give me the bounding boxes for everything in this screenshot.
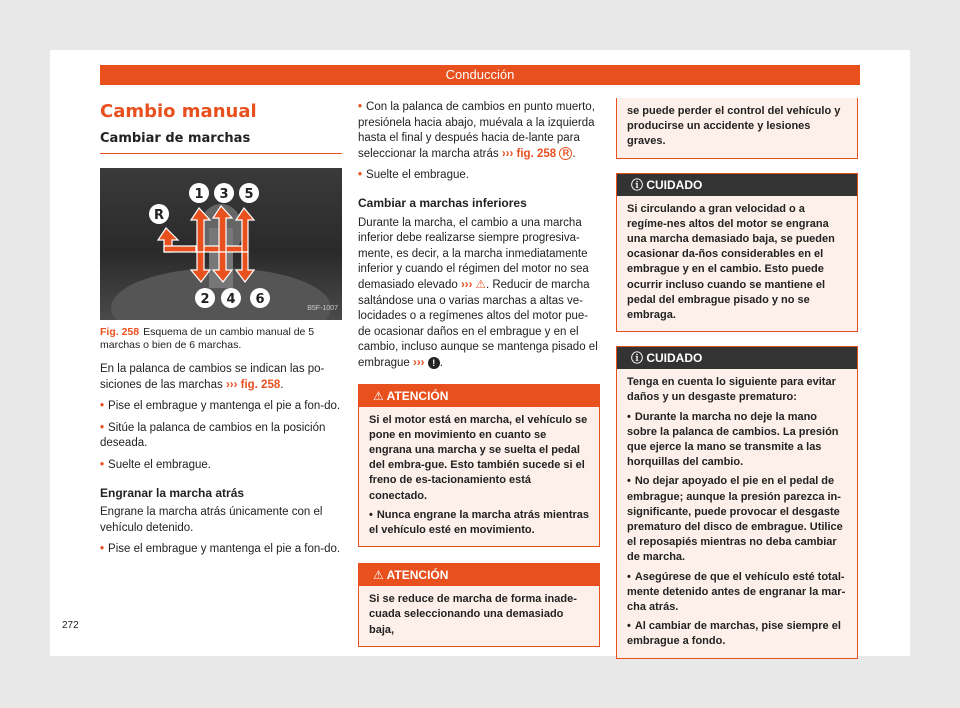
- warning-box: [358, 384, 600, 548]
- subheading-downshift: Cambiar a marchas inferiores: [358, 195, 527, 210]
- warning-body: Si el motor está en marcha, el vehículo se pone en movimiento en cuanto se engrana una marcha y se suelta el pedal del embra-gue. Esto también sucede si el freno de es-tacionamiento está conectado. • Nunca engrane la marcha atrás mientras el vehículo esté en movimiento.: [359, 407, 599, 547]
- intro-paragraph: En la palanca de cambios se indican las po-siciones de las marchas ››› fig. 258.: [100, 363, 325, 391]
- list-item: • Con la palanca de cambios en punto muerto, presiónela hacia abajo, muévala a la izquierda hasta el final y después hacia de-lante para seleccionar la marcha atrás ››› fig. 258 R .: [358, 100, 600, 162]
- downshift-paragraph: Durante la marcha, el cambio a una marcha inferior debe realizarse siempre progresiva-mente, es decir, a la marcha inmediatamente inferior y cuando el régimen del motor no sea demasiado elevado ››› ⚠. Reducir de marcha saltándose una o varias marchas a altas ve-locidades o a regímenes altos del motor pue-de ocasionar daños en el embrague y en el cambio, incluso aunque se mantenga pisado el embrague ››› ! .: [358, 216, 598, 369]
- warning-box-2: [358, 563, 600, 647]
- subheading-reverse: Engranar la marcha atrás: [100, 485, 245, 500]
- list-item: • Durante la marcha no deje la mano sobre la palanca de cambios. La presión que ejerce la mano se transmite a las horquillas del cambio.: [627, 410, 847, 471]
- gear-label-3: [214, 183, 234, 203]
- list-item: • Asegúrese de que el vehículo esté total-mente detenido antes de engranar la mar-cha atrás.: [627, 570, 847, 616]
- gear-label-5: [239, 183, 259, 203]
- section-header: Conducción: [100, 65, 860, 85]
- reverse-paragraph: Engrane la marcha atrás únicamente con el vehículo detenido.: [100, 506, 323, 534]
- warning-body: Si se reduce de marcha de forma inade-cuada seleccionando una demasiado baja,: [369, 593, 577, 636]
- warning-icon: ⚠: [373, 568, 387, 583]
- svg-text:3: 3: [219, 187, 229, 202]
- info-icon: ⓘ: [631, 177, 647, 192]
- warning-continuation: se puede perder el control del vehículo y producirse un accidente y lesiones graves.: [616, 98, 858, 159]
- figure-number: Fig. 258: [100, 326, 140, 338]
- gear-label-4: [221, 288, 241, 308]
- page-number: 272: [62, 620, 79, 631]
- gear-label-6: [250, 288, 270, 308]
- list-item: • Pise el embrague y mantenga el pie a fon-do.: [100, 399, 342, 415]
- caution-body: Tenga en cuenta lo siguiente para evitar daños y un desgaste prematuro: • Durante la marcha no deje la mano sobre la palanca de cambios. La presión que ejerce la mano se transmite a las horquillas del cambio. • No dejar apoyado el pie en el pedal de embrague; aunque la presión parezca in-significante, puede provocar el desgaste prematuro del disco de embrague. Utilice el reposapiés mientras no deba cambiar de marcha. • Asegúrese de que el vehículo esté total-mente detenido antes de engranar la mar-cha atrás. • Al cambiar de marchas, pise siempre el embrague a fondo.: [617, 369, 857, 657]
- gearshift-figure: [100, 168, 342, 320]
- list-item: • Suelte el embrague.: [100, 458, 342, 474]
- caution-body: Si circulando a gran velocidad o a regíme-nes altos del motor se engrana una marcha demasiado baja, se pueden ocasionar da-ños considerables en el embrague y en el cambio. Esto puede ocurrir incluso cuando se mantiene el pedal del embrague pisado y no se embraga.: [627, 202, 835, 322]
- svg-text:2: 2: [200, 292, 210, 307]
- gear-label-2: [195, 288, 215, 308]
- svg-text:4: 4: [226, 292, 236, 307]
- list-item: • Sitúe la palanca de cambios en la posición deseada.: [100, 421, 342, 452]
- gear-label-r: [149, 204, 169, 224]
- page-title: Cambio manual: [100, 101, 257, 122]
- info-icon: ⓘ: [631, 351, 647, 366]
- notice-circle-icon: !: [428, 357, 440, 369]
- svg-text:6: 6: [255, 292, 265, 307]
- caution-header: ⓘ CUIDADO: [617, 174, 857, 196]
- list-item: • Pise el embrague y mantenga el pie a fon-do.: [100, 542, 342, 558]
- column-1: [100, 98, 342, 558]
- svg-text:5: 5: [244, 187, 254, 202]
- column-2: [358, 98, 600, 647]
- caution-header: ⓘ CUIDADO: [617, 347, 857, 369]
- caution-box-2: [616, 346, 858, 658]
- warning-header: ⚠ ATENCIÓN: [359, 564, 599, 586]
- svg-text:R: R: [153, 208, 165, 223]
- warning-icon: ⚠: [373, 388, 387, 403]
- section-subtitle: Cambiar de marchas: [100, 130, 342, 154]
- list-item: • Al cambiar de marchas, pise siempre el embrague a fondo.: [627, 619, 847, 649]
- gear-label-1: [189, 183, 209, 203]
- warning-triangle-icon: ⚠: [475, 278, 486, 291]
- svg-text:1: 1: [194, 187, 204, 202]
- caption-text: Esquema de un cambio manual de 5 marchas o bien de 6 marchas.: [100, 326, 315, 351]
- caution-box: [616, 173, 858, 333]
- figure-link[interactable]: ››› fig. 258: [501, 147, 557, 160]
- list-item: • Suelte el embrague.: [358, 168, 600, 184]
- figure-caption: [100, 326, 342, 352]
- reverse-circle-icon: R: [559, 147, 572, 160]
- figure-code: B5F-1007: [307, 305, 338, 313]
- gear-diagram: [100, 168, 342, 320]
- column-3: [616, 98, 858, 659]
- list-item: • Nunca engrane la marcha atrás mientras el vehículo esté en movimiento.: [369, 508, 589, 538]
- figure-link[interactable]: ››› fig. 258: [225, 378, 281, 391]
- warning-header: ⚠ ATENCIÓN: [359, 385, 599, 407]
- list-item: • No dejar apoyado el pie en el pedal de embrague; aunque la presión parezca in-significante, puede provocar el desgaste prematuro del disco de embrague. Utilice el reposapiés mientras no deba cambiar de marcha.: [627, 474, 847, 565]
